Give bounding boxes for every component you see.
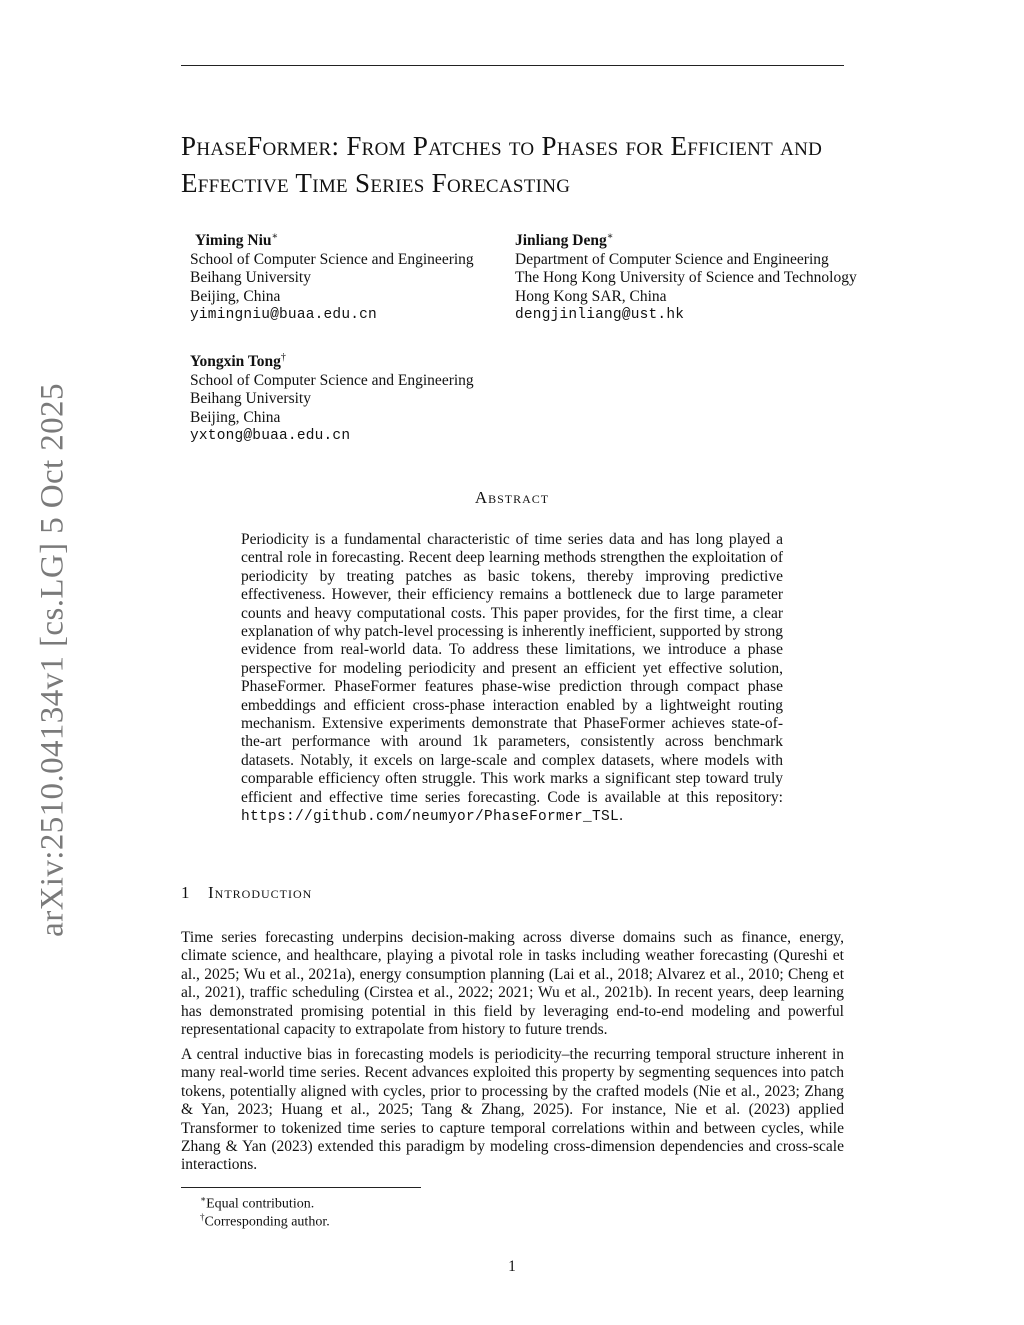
author-name: Yongxin Tong† xyxy=(190,352,286,371)
abstract-heading: Abstract xyxy=(474,488,550,507)
footnote-mark: † xyxy=(200,1212,205,1222)
author-email[interactable]: yimingniu@buaa.edu.cn xyxy=(190,307,377,324)
repository-link[interactable]: https://github.com/neumyor/PhaseFormer_TSL xyxy=(241,809,620,826)
body-paragraph: A central inductive bias in forecasting models is periodicity–the recurring temporal structure inherent in many real-world time series. Recent advances exploited this property by segmenting sequences into patch tokens, potentially aligned with cycles, prior to processing by the crafted models (Nie et al., 2023; Zhang & Yan, 2023; Huang et al., 2025; Tang & Zhang, 2025). For instance, Nie et al. (2023) applied Transformer to tokenized time series to capture temporal correlations within and between cycles, while Zhang & Yan (2023) extended this paradigm by modeling cross-dimension dependencies and cross-scale interactions. xyxy=(181,1046,844,1174)
author-affiliation-line: Department of Computer Science and Engineering xyxy=(515,250,829,268)
author-affiliation-line: Beijing, China xyxy=(190,287,281,305)
footnote-text: Corresponding author. xyxy=(204,1214,330,1230)
author-affiliation-line: Beihang University xyxy=(190,390,311,408)
section-number: 1 xyxy=(181,883,190,902)
footnote-rule xyxy=(181,1187,421,1188)
section-title: Introduction xyxy=(208,883,313,902)
author-affiliation-line: The Hong Kong University of Science and Technology xyxy=(515,269,857,287)
arxiv-identifier-stamp: arXiv:2510.04134v1 [cs.LG] 5 Oct 2025 xyxy=(34,383,71,937)
author-affiliation-line: School of Computer Science and Engineering xyxy=(190,250,474,268)
footnote-mark: ∗ xyxy=(200,1194,207,1204)
abstract-text: Periodicity is a fundamental characteristic of time series data and has long played a central role in forecasting. Recent deep learning methods strengthen the exploitation of periodicity by treating patches as basic tokens, thereby improving predictive effectiveness. However, their efficiency remains a bottleneck due to large parameter counts and heavy computational costs. This paper provides, for the first time, a clear explanation of why patch-level processing is inherently inefficient, supported by strong evidence from real-world data. To address these limitations, we introduce a phase perspective for modeling periodicity and present an efficient yet effective solution, PhaseFormer. PhaseFormer features phase-wise prediction through compact phase embeddings and efficient cross-phase interaction enabled by a lightweight routing mechanism. Extensive experiments demonstrate that PhaseFormer achieves state-of-the-art performance with around 1k parameters, consistently across benchmark datasets. Notably, it excels on large-scale and complex datasets, where models with comparable efficiency often struggle. This work marks a significant step toward truly efficient and effective time series forecasting. Code is available at this repository: https://github.com/neumyor/PhaseFormer_TSL. xyxy=(241,531,783,826)
top-rule xyxy=(181,65,844,66)
author-block-2 xyxy=(515,228,857,325)
author-affiliation-line: School of Computer Science and Engineering xyxy=(190,371,474,389)
author-name: Jinliang Deng∗ xyxy=(515,231,614,250)
footnote-text: Equal contribution. xyxy=(206,1196,315,1212)
section-heading xyxy=(181,883,312,903)
author-email[interactable]: dengjinliang@ust.hk xyxy=(515,307,685,324)
paper-title: PhaseFormer: From Patches to Phases for Efficient and Effective Time Series Forecasting xyxy=(181,131,823,198)
author-affiliation-line: Hong Kong SAR, China xyxy=(515,287,667,305)
author-email[interactable]: yxtong@buaa.edu.cn xyxy=(190,428,351,445)
author-block-3 xyxy=(190,349,474,446)
author-mark: † xyxy=(280,352,286,363)
page-number: 1 xyxy=(508,1258,516,1275)
footnote xyxy=(200,1209,330,1231)
author-affiliation-line: Beijing, China xyxy=(190,408,281,426)
author-block-1 xyxy=(190,228,474,325)
author-mark: ∗ xyxy=(606,231,614,242)
body-paragraph: Time series forecasting underpins decision-making across diverse domains such as finance, energy, climate science, and healthcare, playing a pivotal role in tasks including weather forecasting (Qureshi et al., 2025; Wu et al., 2021a), energy consumption planning (Lai et al., 2018; Alvarez et al., 2010; Cheng et al., 2021), traffic scheduling (Cirstea et al., 2022; 2021; Wu et al., 2021b). In recent years, deep learning has demonstrated promising potential in this field by leveraging end-to-end modeling and powerful representational capacity to extrapolate from history to future trends. xyxy=(181,929,844,1039)
author-mark: ∗ xyxy=(271,231,279,242)
author-name: Yiming Niu∗ xyxy=(195,231,279,250)
author-affiliation-line: Beihang University xyxy=(190,269,311,287)
